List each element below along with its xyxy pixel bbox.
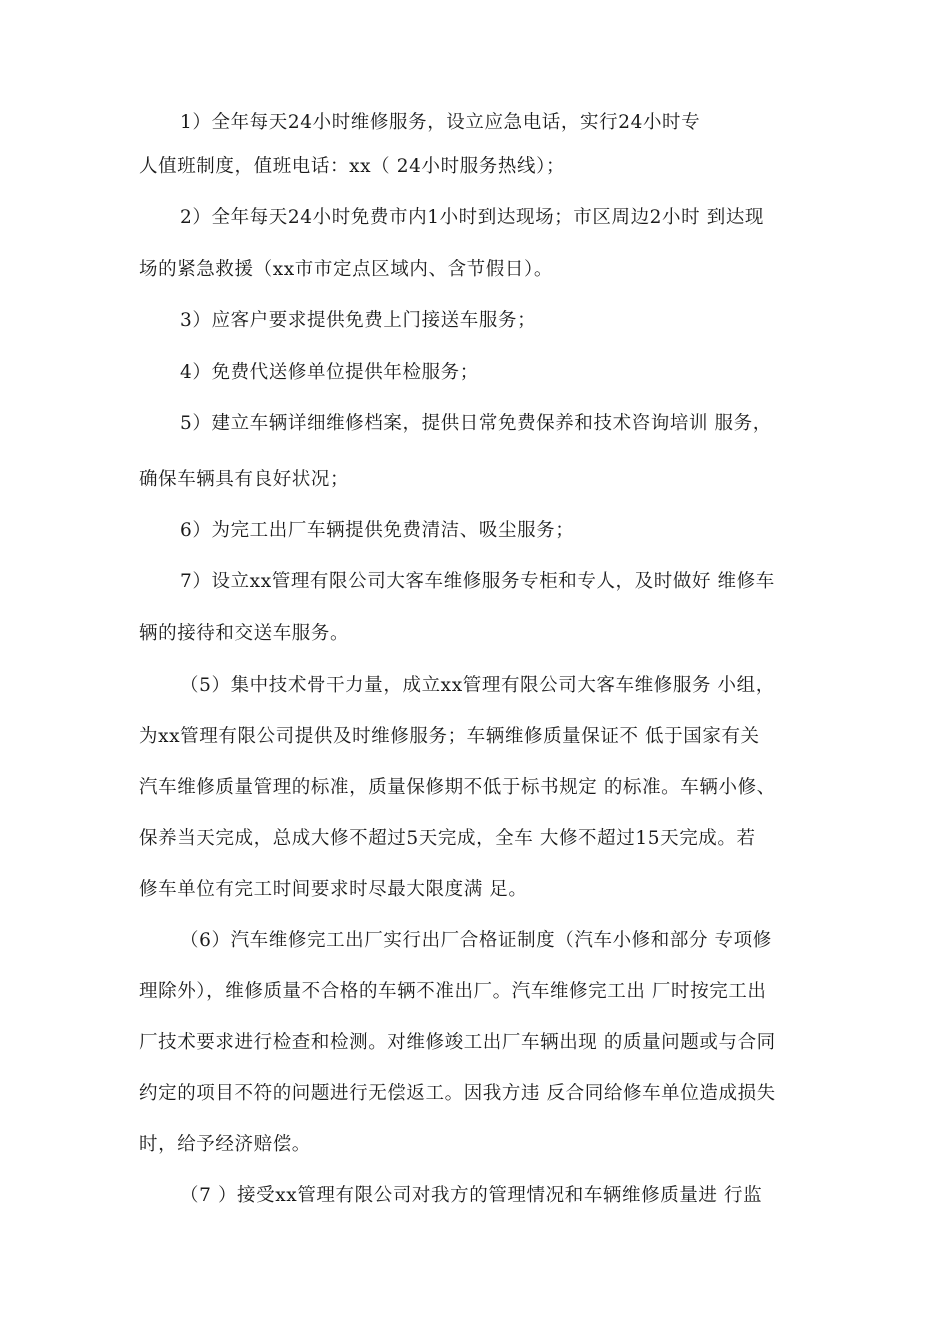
text-line: 人值班制度，值班电话：xx（ 24小时服务热线）；	[139, 156, 566, 177]
text-line: 4）免费代送修单位提供年检服务；	[180, 362, 479, 383]
text-line: （6）汽车维修完工出厂实行出厂合格证制度（汽车小修和部分 专项修	[180, 930, 772, 951]
text-line: 时，给予经济赔偿。	[139, 1134, 311, 1155]
text-line: 6）为完工出厂车辆提供免费清洁、吸尘服务；	[180, 520, 575, 541]
text-line: 修车单位有完工时间要求时尽最大限度满 足。	[139, 879, 528, 900]
text-line: 7）设立xx管理有限公司大客车维修服务专柜和专人，及时做好 维修车	[180, 571, 775, 592]
text-line: 约定的项目不符的问题进行无偿返工。因我方违 反合同给修车单位造成损失	[139, 1083, 776, 1104]
text-line: 汽车维修质量管理的标准，质量保修期不低于标书规定 的标准。车辆小修、	[139, 777, 776, 798]
text-line: 辆的接待和交送车服务。	[139, 623, 350, 644]
text-line: 厂技术要求进行检查和检测。对维修竣工出厂车辆出现 的质量问题或与合同	[139, 1032, 776, 1053]
text-line: 2）全年每天24小时免费市内1小时到达现场；市区周边2小时 到达现	[180, 207, 765, 228]
text-line: 1）全年每天24小时维修服务，设立应急电话，实行24小时专	[180, 112, 701, 133]
text-line: 为xx管理有限公司提供及时维修服务；车辆维修质量保证不 低于国家有关	[139, 726, 760, 747]
text-line: （5）集中技术骨干力量，成立xx管理有限公司大客车维修服务 小组，	[180, 675, 775, 696]
text-line: 保养当天完成，总成大修不超过5天完成，全车 大修不超过15天完成。若	[139, 828, 756, 849]
text-line: 理除外），维修质量不合格的车辆不准出厂。汽车维修完工出 厂时按完工出	[139, 981, 767, 1002]
text-line: 5）建立车辆详细维修档案，提供日常免费保养和技术咨询培训 服务，	[180, 413, 772, 434]
text-line: 场的紧急救援（xx市市定点区域内、含节假日）。	[139, 259, 553, 280]
text-line: （7 ）接受xx管理有限公司对我方的管理情况和车辆维修质量进 行监	[180, 1185, 763, 1206]
text-line: 3）应客户要求提供免费上门接送车服务；	[180, 310, 537, 331]
text-line: 确保车辆具有良好状况；	[139, 469, 350, 490]
